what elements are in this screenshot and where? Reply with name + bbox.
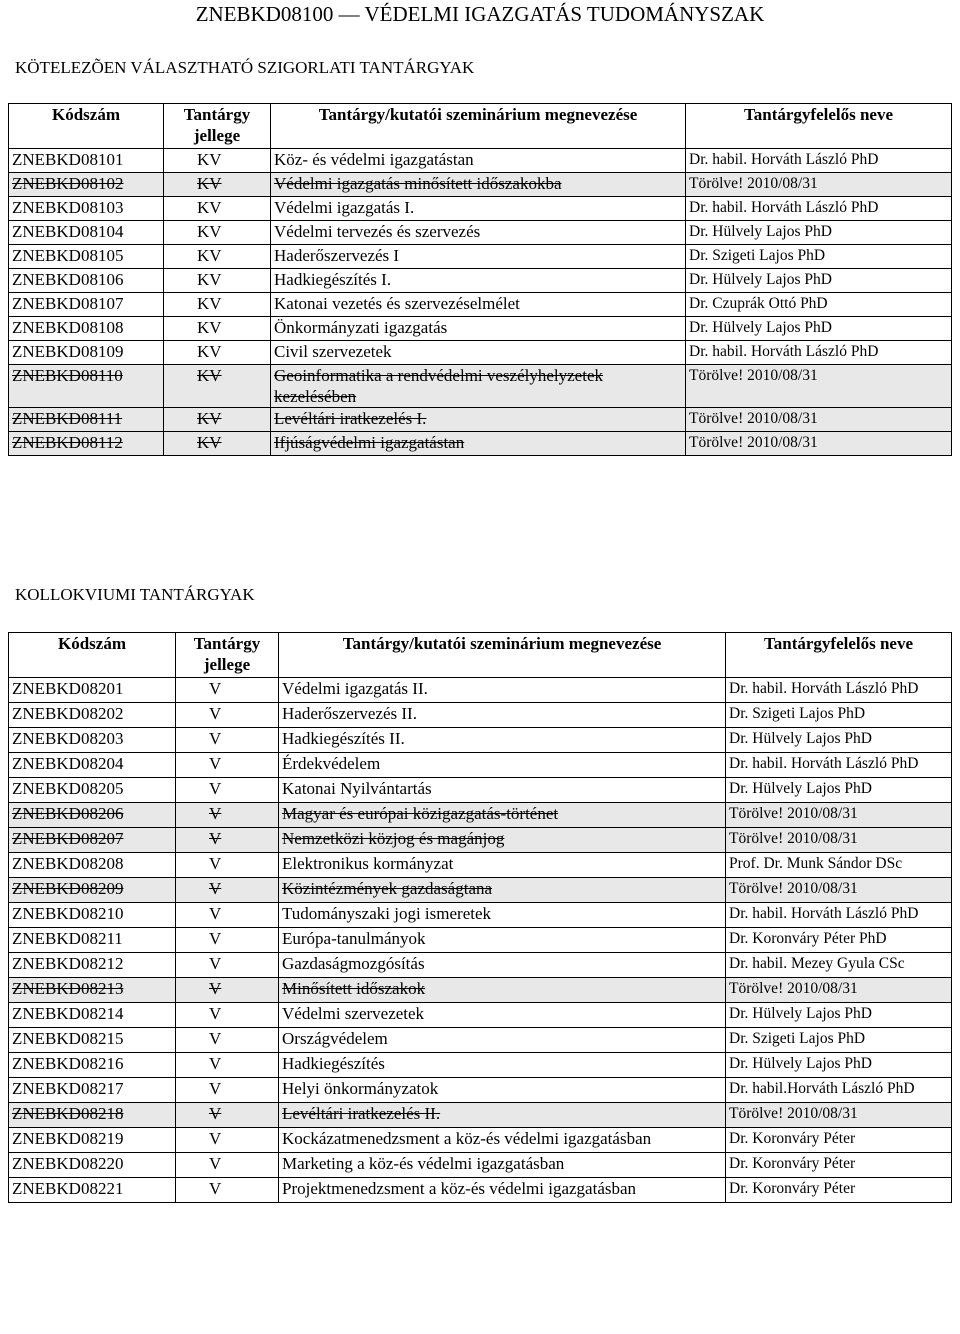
course-responsible: Törölve! 2010/08/31 [686, 173, 952, 197]
page-title: ZNEBKD08100 — VÉDELMI IGAZGATÁS TUDOMÁNYSZAK [195, 2, 765, 26]
course-responsible: Törölve! 2010/08/31 [726, 1103, 952, 1128]
course-name: Levéltári iratkezelés II. [279, 1103, 726, 1128]
column-header-responsible: Tantárgyfelelős neve [686, 104, 952, 149]
course-name: Marketing a köz-és védelmi igazgatásban [279, 1153, 726, 1178]
course-name: Haderőszervezés I [271, 245, 686, 269]
course-code: ZNEBKD08215 [9, 1028, 176, 1053]
course-responsible: Dr. Koronváry Péter [726, 1128, 952, 1153]
table-row [9, 432, 952, 456]
course-name: Köz- és védelmi igazgatástan [271, 149, 686, 173]
course-responsible: Dr. habil.Horváth László PhD [726, 1078, 952, 1103]
course-type: V [176, 728, 279, 753]
table-row [9, 1078, 952, 1103]
course-responsible: Törölve! 2010/08/31 [686, 408, 952, 432]
course-name: Gazdaságmozgósítás [279, 953, 726, 978]
course-responsible: Dr. Szigeti Lajos PhD [726, 703, 952, 728]
course-code: ZNEBKD08219 [9, 1128, 176, 1153]
course-responsible: Dr. habil. Horváth László PhD [726, 678, 952, 703]
table-row [9, 341, 952, 365]
table-row [9, 197, 952, 221]
course-type: V [176, 1003, 279, 1028]
table-row [9, 828, 952, 853]
course-responsible: Dr. habil. Horváth László PhD [726, 903, 952, 928]
course-name: Kockázatmenedzsment a köz-és védelmi igazgatásban [279, 1128, 726, 1153]
course-code: ZNEBKD08101 [9, 149, 164, 173]
course-code: ZNEBKD08209 [9, 878, 176, 903]
course-type: V [176, 903, 279, 928]
course-type: V [176, 878, 279, 903]
course-type: V [176, 678, 279, 703]
course-type: V [176, 1078, 279, 1103]
course-responsible: Törölve! 2010/08/31 [726, 803, 952, 828]
column-header-type: Tantárgy jellege [176, 633, 279, 678]
course-type: V [176, 828, 279, 853]
course-responsible: Dr. Czuprák Ottó PhD [686, 293, 952, 317]
table-row [9, 978, 952, 1003]
course-name: Katonai Nyilvántartás [279, 778, 726, 803]
course-code: ZNEBKD08105 [9, 245, 164, 269]
course-code: ZNEBKD08218 [9, 1103, 176, 1128]
course-code: ZNEBKD08204 [9, 753, 176, 778]
course-type: V [176, 803, 279, 828]
course-code: ZNEBKD08201 [9, 678, 176, 703]
table-row [9, 1028, 952, 1053]
table-row [9, 1153, 952, 1178]
course-type: V [176, 853, 279, 878]
table-row [9, 678, 952, 703]
course-code: ZNEBKD08213 [9, 978, 176, 1003]
course-type: KV [164, 173, 271, 197]
course-type: V [176, 1153, 279, 1178]
table-row [9, 1053, 952, 1078]
course-responsible: Törölve! 2010/08/31 [686, 432, 952, 456]
table-row [9, 903, 952, 928]
course-type: V [176, 1103, 279, 1128]
column-header-code: Kódszám [9, 104, 164, 149]
course-name: Magyar és európai közigazgatás-történet [279, 803, 726, 828]
table-header-row [9, 633, 952, 678]
course-name: Projektmenedzsment a köz-és védelmi igazgatásban [279, 1178, 726, 1203]
course-code: ZNEBKD08108 [9, 317, 164, 341]
course-type: KV [164, 149, 271, 173]
course-responsible: Dr. Hülvely Lajos PhD [726, 1053, 952, 1078]
course-type: V [176, 1178, 279, 1203]
course-code: ZNEBKD08112 [9, 432, 164, 456]
course-code: ZNEBKD08202 [9, 703, 176, 728]
course-name: Levéltári iratkezelés I. [271, 408, 686, 432]
table-row [9, 728, 952, 753]
course-responsible: Dr. Szigeti Lajos PhD [686, 245, 952, 269]
course-responsible: Dr. Hülvely Lajos PhD [686, 269, 952, 293]
course-type: V [176, 753, 279, 778]
table-row [9, 408, 952, 432]
course-name: Védelmi tervezés és szervezés [271, 221, 686, 245]
course-name: Geoinformatika a rendvédelmi veszélyhelyzetek kezelésében [271, 365, 686, 408]
course-name: Katonai vezetés és szervezéselmélet [271, 293, 686, 317]
table-row [9, 803, 952, 828]
course-name: Védelmi szervezetek [279, 1003, 726, 1028]
course-type: V [176, 953, 279, 978]
table-row [9, 365, 952, 408]
course-code: ZNEBKD08103 [9, 197, 164, 221]
course-type: KV [164, 269, 271, 293]
table-row [9, 703, 952, 728]
course-type: KV [164, 365, 271, 408]
course-code: ZNEBKD08216 [9, 1053, 176, 1078]
course-name: Védelmi igazgatás II. [279, 678, 726, 703]
table-row [9, 221, 952, 245]
course-name: Önkormányzati igazgatás [271, 317, 686, 341]
table-row [9, 953, 952, 978]
course-code: ZNEBKD08212 [9, 953, 176, 978]
course-code: ZNEBKD08109 [9, 341, 164, 365]
course-name: Közintézmények gazdaságtana [279, 878, 726, 903]
course-code: ZNEBKD08208 [9, 853, 176, 878]
course-responsible: Dr. Hülvely Lajos PhD [726, 1003, 952, 1028]
course-name: Civil szervezetek [271, 341, 686, 365]
course-name: Nemzetközi közjog és magánjog [279, 828, 726, 853]
course-name: Országvédelem [279, 1028, 726, 1053]
course-type: KV [164, 221, 271, 245]
course-name: Hadkiegészítés [279, 1053, 726, 1078]
course-name: Ifjúságvédelmi igazgatástan [271, 432, 686, 456]
course-code: ZNEBKD08210 [9, 903, 176, 928]
course-name: Védelmi igazgatás I. [271, 197, 686, 221]
section-heading-mandatory: KÖTELEZÕEN VÁLASZTHATÓ SZIGORLATI TANTÁRGYAK [15, 58, 475, 77]
course-responsible: Dr. Koronváry Péter [726, 1178, 952, 1203]
course-code: ZNEBKD08110 [9, 365, 164, 408]
course-responsible: Dr. Koronváry Péter [726, 1153, 952, 1178]
course-responsible: Dr. habil. Horváth László PhD [686, 197, 952, 221]
course-responsible: Törölve! 2010/08/31 [686, 365, 952, 408]
table-row [9, 878, 952, 903]
course-name: Minősített időszakok [279, 978, 726, 1003]
course-responsible: Törölve! 2010/08/31 [726, 828, 952, 853]
table-row [9, 317, 952, 341]
course-responsible: Dr. Hülvely Lajos PhD [726, 728, 952, 753]
course-name: Helyi önkormányzatok [279, 1078, 726, 1103]
course-type: KV [164, 197, 271, 221]
column-header-name: Tantárgy/kutatói szeminárium megnevezése [279, 633, 726, 678]
course-responsible: Dr. habil. Mezey Gyula CSc [726, 953, 952, 978]
table-row [9, 149, 952, 173]
course-type: KV [164, 317, 271, 341]
course-type: V [176, 1128, 279, 1153]
table-row [9, 293, 952, 317]
course-type: V [176, 703, 279, 728]
table-row [9, 928, 952, 953]
course-responsible: Dr. habil. Horváth László PhD [686, 149, 952, 173]
course-type: KV [164, 293, 271, 317]
table-row [9, 173, 952, 197]
course-name: Elektronikus kormányzat [279, 853, 726, 878]
column-header-name: Tantárgy/kutatói szeminárium megnevezése [271, 104, 686, 149]
course-code: ZNEBKD08211 [9, 928, 176, 953]
table-row [9, 269, 952, 293]
table-header-row [9, 104, 952, 149]
course-name: Európa-tanulmányok [279, 928, 726, 953]
course-responsible: Dr. habil. Horváth László PhD [686, 341, 952, 365]
course-code: ZNEBKD08207 [9, 828, 176, 853]
course-code: ZNEBKD08220 [9, 1153, 176, 1178]
table-row [9, 245, 952, 269]
course-type: V [176, 778, 279, 803]
mandatory-courses-table [8, 103, 952, 456]
column-header-code: Kódszám [9, 633, 176, 678]
course-type: KV [164, 245, 271, 269]
course-code: ZNEBKD08214 [9, 1003, 176, 1028]
course-responsible: Dr. Hülvely Lajos PhD [686, 221, 952, 245]
table-row [9, 1128, 952, 1153]
course-name: Érdekvédelem [279, 753, 726, 778]
course-type: V [176, 1053, 279, 1078]
column-header-responsible: Tantárgyfelelős neve [726, 633, 952, 678]
course-type: KV [164, 341, 271, 365]
course-code: ZNEBKD08205 [9, 778, 176, 803]
table-row [9, 753, 952, 778]
course-code: ZNEBKD08107 [9, 293, 164, 317]
table-row [9, 1003, 952, 1028]
course-type: V [176, 1028, 279, 1053]
course-code: ZNEBKD08203 [9, 728, 176, 753]
course-responsible: Törölve! 2010/08/31 [726, 878, 952, 903]
table-row [9, 778, 952, 803]
course-responsible: Törölve! 2010/08/31 [726, 978, 952, 1003]
table-row [9, 1178, 952, 1203]
course-responsible: Prof. Dr. Munk Sándor DSc [726, 853, 952, 878]
colloquium-courses-table [8, 632, 952, 1203]
course-type: V [176, 978, 279, 1003]
section-heading-colloquium: KOLLOKVIUMI TANTÁRGYAK [15, 585, 255, 604]
course-code: ZNEBKD08206 [9, 803, 176, 828]
course-type: KV [164, 408, 271, 432]
course-responsible: Dr. Koronváry Péter PhD [726, 928, 952, 953]
column-header-type: Tantárgy jellege [164, 104, 271, 149]
course-code: ZNEBKD08111 [9, 408, 164, 432]
course-code: ZNEBKD08221 [9, 1178, 176, 1203]
course-code: ZNEBKD08102 [9, 173, 164, 197]
course-responsible: Dr. Hülvely Lajos PhD [686, 317, 952, 341]
course-name: Hadkiegészítés II. [279, 728, 726, 753]
table-row [9, 1103, 952, 1128]
course-responsible: Dr. habil. Horváth László PhD [726, 753, 952, 778]
course-responsible: Dr. Hülvely Lajos PhD [726, 778, 952, 803]
course-code: ZNEBKD08217 [9, 1078, 176, 1103]
course-responsible: Dr. Szigeti Lajos PhD [726, 1028, 952, 1053]
course-name: Haderőszervezés II. [279, 703, 726, 728]
course-code: ZNEBKD08104 [9, 221, 164, 245]
course-name: Hadkiegészítés I. [271, 269, 686, 293]
course-code: ZNEBKD08106 [9, 269, 164, 293]
table-row [9, 853, 952, 878]
course-type: KV [164, 432, 271, 456]
course-name: Tudományszaki jogi ismeretek [279, 903, 726, 928]
course-type: V [176, 928, 279, 953]
course-name: Védelmi igazgatás minősített időszakokba [271, 173, 686, 197]
